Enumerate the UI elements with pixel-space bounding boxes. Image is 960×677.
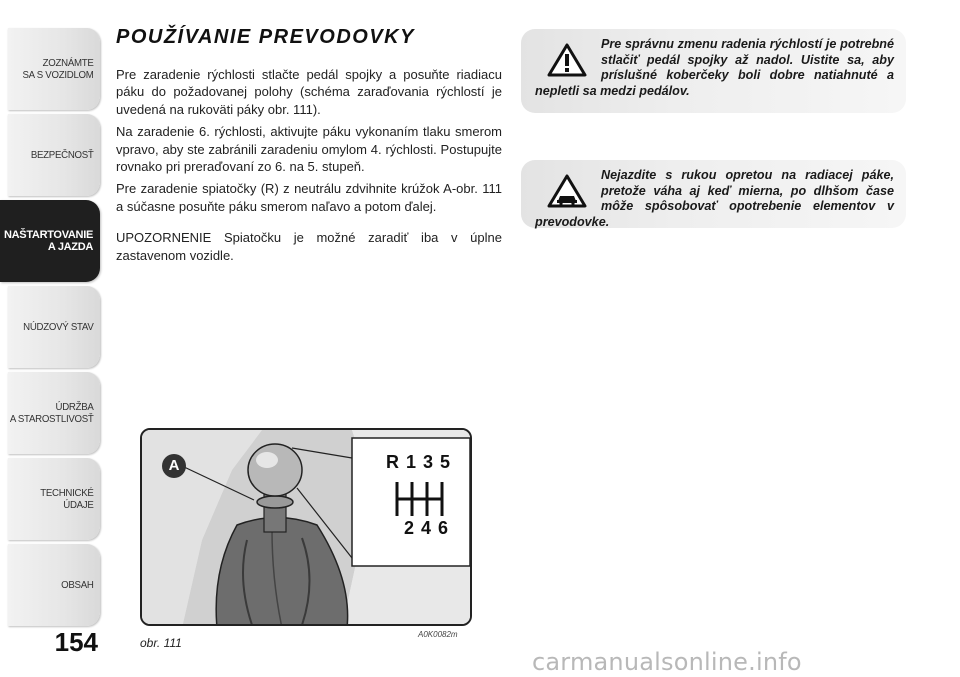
tab-udrzba[interactable] xyxy=(8,372,100,454)
tab-technicke-udaje[interactable] xyxy=(8,458,100,540)
tab-nudzovy-stav[interactable] xyxy=(8,286,100,368)
gear-labels-bottom: 2 4 6 xyxy=(404,518,450,538)
watermark: carmanualsonline.info xyxy=(532,648,802,676)
warning-text: Nejazdite s rukou opretou na radiacej páke, pretože váha aj keď mierna, po dlhšom čase môže spôsobovať opotrebenie elementov v prevodovke. xyxy=(535,168,894,229)
tab-label: NÚDZOVÝ STAV xyxy=(23,321,94,333)
body-text xyxy=(116,66,502,269)
tab-obsah[interactable] xyxy=(8,544,100,626)
tab-label: BEZPEČNOSŤ xyxy=(30,149,94,161)
paragraph: Pre zaradenie spiatočky (R) z neutrálu zdvihnite krúžok A-obr. 111 a súčasne posuňte páku smerom naľavo a potom ďalej. xyxy=(116,181,502,214)
tab-nastartovanie-a-jazda[interactable] xyxy=(0,200,100,282)
warning-text: Pre správnu zmenu radenia rýchlostí je potrebné stlačiť pedál spojky až nadol. Uistite sa, aby príslušné koberčeky boli dobre natiahnuté a nepletli sa medzi pedálov. xyxy=(535,37,894,98)
paragraph: Pre zaradenie rýchlosti stlačte pedál spojky a posuňte riadiacu páku do požadovanej polohy (schéma zaraďovania rýchlostí je uvedená na rukoväti páky obr. 111). xyxy=(116,67,502,117)
tab-label: NAŠTARTOVANIE A JAZDA xyxy=(4,229,93,253)
tab-label: TECHNICKÉ ÚDAJE xyxy=(40,487,94,511)
page-title: POUŽÍVANIE PREVODOVKY xyxy=(116,26,415,48)
tab-bezpecnost[interactable] xyxy=(8,114,100,196)
figure-code: A0K0082m xyxy=(418,630,458,639)
tab-zoznamte-sa[interactable] xyxy=(8,28,100,110)
marker-a xyxy=(162,454,186,478)
car-warning-triangle-icon xyxy=(547,174,587,208)
page-number: 154 xyxy=(54,627,98,657)
warning-triangle-icon xyxy=(547,43,587,77)
tab-label: ÚDRŽBA A STAROSTLIVOSŤ xyxy=(9,401,94,425)
paragraph: Na zaradenie 6. rýchlosti, aktivujte páku vykonaním tlaku smerom vpravo, aby ste zabránili zaradeniu omylom 4. rýchlosti. Postupujte rovnako pri preraďovaní zo 6. na 5. stupeň. xyxy=(116,124,502,175)
paragraph-notice: UPOZORNENIE Spiatočku je možné zaradiť iba v úplne zastavenom vozidle. xyxy=(116,230,502,263)
warning-box-clutch xyxy=(521,29,906,113)
tab-label: OBSAH xyxy=(61,579,94,591)
tab-label: ZOZNÁMTE SA S VOZIDLOM xyxy=(22,57,94,81)
gearshift-illustration xyxy=(140,428,472,626)
figure-caption: obr. 111 xyxy=(140,636,182,650)
warning-box-hand xyxy=(521,160,906,228)
marker-a-label: A xyxy=(168,457,180,474)
gear-labels-top: R 1 3 5 xyxy=(386,452,452,472)
